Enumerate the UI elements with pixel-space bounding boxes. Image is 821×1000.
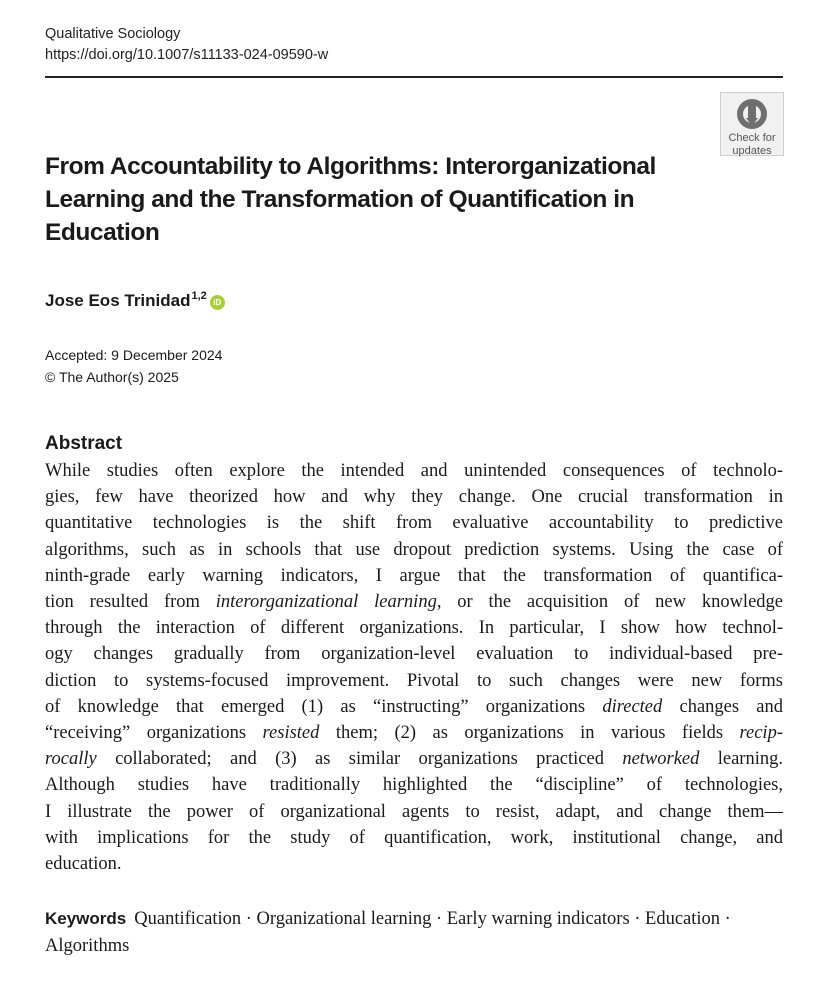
abstract-text: learning. bbox=[699, 749, 783, 770]
abstract-emphasis: directed bbox=[602, 696, 663, 717]
abstract-line bbox=[45, 720, 783, 746]
article-title: From Accountability to Algorithms: Interorganizational Learning and the Transformation of Quantification in Education bbox=[45, 153, 656, 246]
author-line bbox=[45, 284, 225, 313]
abstract-text: education. bbox=[45, 854, 122, 875]
abstract-emphasis: interorganizational learning bbox=[215, 592, 437, 613]
abstract-text: diction to systems-focused improvement. Pivotal to such changes were new forms bbox=[45, 670, 783, 691]
abstract-text: , or the acquisition of new knowledge bbox=[436, 592, 783, 613]
keywords-list: Quantification · Organizational learning · Early warning indicators · Education · Algorithms bbox=[45, 909, 731, 956]
abstract-line bbox=[45, 589, 783, 615]
abstract-text: gies, few have theorized how and why they change. One crucial transformation in bbox=[45, 487, 783, 508]
abstract-text: collaborated; and (3) as similar organizations practiced bbox=[96, 749, 623, 770]
abstract-body bbox=[45, 458, 783, 877]
abstract-line bbox=[45, 510, 783, 536]
orcid-icon[interactable]: iD bbox=[210, 295, 225, 310]
check-for-updates-badge[interactable] bbox=[720, 92, 784, 156]
header-rule bbox=[45, 76, 783, 78]
abstract-text: tion resulted from bbox=[45, 592, 216, 613]
author-affiliations: 1,2 bbox=[191, 290, 207, 302]
abstract-emphasis: networked bbox=[622, 749, 700, 770]
abstract-line bbox=[45, 799, 783, 825]
journal-name: Qualitative Sociology bbox=[45, 26, 181, 42]
accepted-date: Accepted: 9 December 2024 bbox=[45, 347, 223, 363]
badge-line-1: Check for bbox=[728, 132, 776, 144]
abstract-text: through the interaction of different organizations. In particular, I show how technol- bbox=[45, 618, 783, 639]
abstract-line bbox=[45, 825, 783, 851]
abstract-text: While studies often explore the intended and unintended consequences of technolo- bbox=[45, 461, 783, 481]
abstract-emphasis: recip- bbox=[739, 723, 783, 744]
abstract-text: I illustrate the power of organizational agents to resist, adapt, and change them— bbox=[45, 801, 783, 822]
abstract-text: “receiving” organizations bbox=[45, 723, 263, 744]
abstract-line bbox=[45, 563, 783, 589]
abstract-text: them; (2) as organizations in various fields bbox=[319, 723, 740, 744]
abstract-text: changes and bbox=[662, 696, 784, 717]
abstract-line bbox=[45, 668, 783, 694]
abstract-text: with implications for the study of quantification, work, institutional change, and bbox=[45, 827, 783, 848]
abstract-emphasis: rocally bbox=[45, 749, 97, 770]
abstract-line bbox=[45, 641, 783, 667]
article-dates bbox=[45, 344, 222, 388]
copyright-notice: © The Author(s) 2025 bbox=[45, 369, 179, 385]
abstract-text: ninth-grade early warning indicators, I argue that the transformation of quantifica- bbox=[45, 565, 783, 586]
abstract-line bbox=[45, 694, 783, 720]
keywords bbox=[45, 905, 783, 960]
journal-header bbox=[45, 24, 328, 66]
abstract-line bbox=[45, 484, 783, 510]
abstract-text: quantitative technologies is the shift from evaluative accountability to predictive bbox=[45, 513, 783, 534]
abstract-emphasis: resisted bbox=[262, 723, 320, 744]
abstract-line bbox=[45, 615, 783, 641]
abstract-text: algorithms, such as in schools that use dropout prediction systems. Using the case of bbox=[45, 539, 783, 560]
doi-link[interactable]: https://doi.org/10.1007/s11133-024-09590-w bbox=[45, 47, 329, 63]
abstract-line bbox=[45, 537, 783, 563]
abstract-line bbox=[45, 458, 783, 484]
abstract-line bbox=[45, 772, 783, 798]
abstract-line bbox=[45, 851, 783, 877]
keywords-label: Keywords bbox=[45, 909, 127, 928]
abstract-text: Although studies have traditionally highlighted the “discipline” of technologies, bbox=[45, 775, 783, 796]
abstract-text: of knowledge that emerged (1) as “instructing” organizations bbox=[45, 696, 603, 717]
abstract-line bbox=[45, 746, 783, 772]
crossmark-icon bbox=[733, 97, 771, 131]
abstract-text: ogy changes gradually from organization-level evaluation to individual-based pre- bbox=[45, 644, 783, 665]
author-name[interactable]: Jose Eos Trinidad bbox=[45, 291, 191, 310]
abstract-heading: Abstract bbox=[45, 433, 123, 454]
badge-line-2: updates bbox=[732, 145, 772, 157]
